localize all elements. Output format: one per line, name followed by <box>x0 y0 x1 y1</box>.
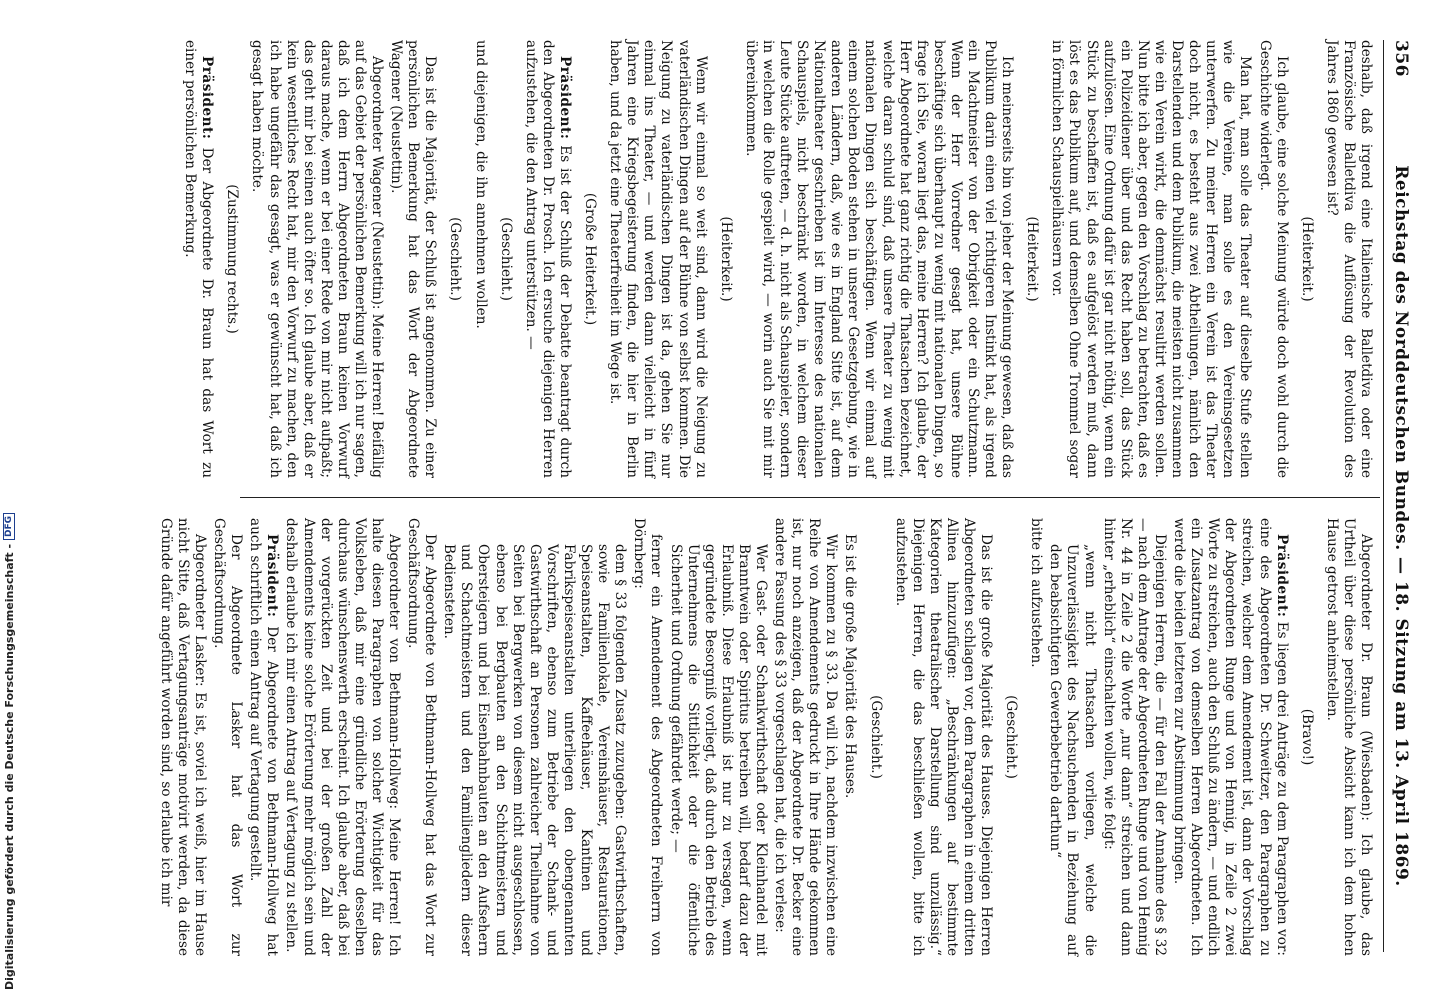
paragraph: Abgeordneter von Bethmann-Hollweg: Meine Herren! Ich halte diesen Paragraphen von solcher Wichtigkeit für das Volksleben, daß mir eine gründliche Erörterung desselben durchaus wünschenswerth erscheint. Ich glaube aber, daß bei der vorgerückten Zeit und bei der großen Zahl der Amendements keine solche Erörterung mehr möglich sein und deshalb erlaube ich mir einen Antrag auf Vertagung zu stellen. <box>283 518 403 956</box>
text-column-right <box>155 518 1374 956</box>
paragraph: deshalb, daß irgend eine Italienische Balletdiva oder eine Französische Balletdiva die Auflösung der Revolution des Jahres 1860 gewesen ist? <box>1323 40 1374 478</box>
paragraph: Der Abgeordnete von Bethmann-Hollweg hat das Wort zur Geschäftsordnung. <box>405 518 439 956</box>
stage-direction: (Bravo!) <box>1298 708 1315 766</box>
stage-direction: (Geschieht.) <box>867 695 884 779</box>
paragraph: Wir kommen zu § 33. Da will ich, nachdem inzwischen eine Reihe von Amendements gedruckt in Ihre Hände gekommen ist, nur noch anzeigen, daß der Abgeordnete Dr. Becker eine andere Fassung des § 33 vorgeschlagen hat, die ich verlese: <box>772 518 840 956</box>
page-number: 356 <box>1391 40 1411 77</box>
paragraph-text: Der Abgeordnete von Bethmann-Hollweg hat auch schriftlich einen Antrag auf Vertagung gestellt. <box>247 518 281 956</box>
paragraph <box>522 40 573 478</box>
paragraph: Abgeordneter Wagener (Neustettin): Meine Herren! Beifällig auf das Gebiet der persönlichen Bemerkung will ich nur sagen, daß ich dem Herrn Abgeordneten Braun keinen Vorwurf daraus mache, wenn er bei einer Rede von mir nicht aufpaßt; das geht mir bei seinen auch öfter so. Ich glaube aber, daß er kein wesentliches Recht hat, mir den Vorwurf zu machen, den ich habe ungefähr das gesagt, was er gewünscht hat, daß ich gesagt haben möchte. <box>249 40 386 478</box>
paragraph: Abgeordneter Dr. Braun (Wiesbaden): Ich glaube, das Urtheil über diese persönliche Absicht kann ich dem hohen Hause getrost anheimstellen. <box>1323 518 1374 956</box>
speaker-label: Präsident: <box>1273 534 1290 618</box>
paragraph <box>246 518 280 956</box>
paragraph: Das ist die große Majorität des Hauses. Diejenigen Herren Abgeordneten schlagen vor, dem Paragraphen in einem dritten Alinea hinzuzufügen: „Beschränkungen auf bestimmte Kategorien theatralischer Darstellung sind unzulässig.“ Diejenigen Herren, die das beschließen wollen, bitte ich aufzustehen. <box>892 518 995 956</box>
quoted-text: „wenn nicht Thatsachen vorliegen, welche die Unzuverlässigkeit des Nachsuchenden in Beziehung auf den beabsichtigten Gewerbebetrieb darthun“ <box>1047 544 1098 956</box>
page-title: Reichstag des Norddeutschen Bundes. — 18. Sitzung am 13. April 1869. <box>1391 165 1411 887</box>
paragraph-text: Es ist der Schluß der Debatte beantragt durch den Abgeordneten Dr. Prosch. Ich ersuche diejenigen Herren aufzustehen, die den Antrag unterstützen. — <box>522 40 573 478</box>
paragraph: Das ist die Majorität, der Schluß ist angenommen. Zu einer persönlichen Bemerkung hat das Wort der Abgeordnete Wagener (Neustettin). <box>388 40 439 478</box>
paragraph <box>1170 518 1290 956</box>
paragraph: Ich meinerseits bin von jeher der Meinung gewesen, daß das Publikum darin einen viel richtigeren Instinkt hat, als irgend ein Machtmeister von der Obrigkeit oder ein Schutzmann. Wenn der Herr Vorredner gesagt hat, unsere Bühne beschäftige sich überhaupt zu wenig mit nationalen Dingen, so frage ich Sie, woran liegt das, meine Herren? Ich glaube, der Herr Abgeordnete hat ganz richtig die Thatsachen bezeichnet, welche daran schuld sind, daß unsere Theater zu wenig mit nationalen Dingen sich beschäftigen. Wenn wir einmal auf einem solchen Boden stehen in unserer Gesetzgebung, wie in anderen Ländern, daß, wie es in England Sitte ist, auf dem Nationaltheater geschrieben ist im Interesse des nationalen Schauspiels, nicht beschränkt worden, in welchem dieser Leute Stücke auftreten, — d. h. nicht als Schauspieler, sondern in welchen die Rolle gespielt wird, — worin auch Sie mit mir übereinkommen. <box>742 40 1016 478</box>
dfg-logo: DFG <box>3 513 15 540</box>
stage-direction: (Heiterkeit.) <box>1298 216 1315 302</box>
speaker-label: Präsident: <box>556 56 573 140</box>
column-divider <box>240 497 1380 498</box>
paragraph: Der Abgeordnete Lasker hat das Wort zur Geschäftsordnung. <box>211 518 245 956</box>
quoted-text: dem § 33 folgenden Zusatz zuzugeben: Gastwirthschaften, sowie Familienlokale, Vereinshäuser, Restaurationen, Speiseanstalten, Kaffeehäuser, Kantinen und Fabrikspeiseanstalten unterliegen den obengenannten Vorschriften, ebenso zum Betriebe der Schank- und Gastwirthschaft an Personen zahlreicher Theilnahme von Seiten bei Bergwerken von diesem nicht ausgeschlossen, ebenso bei Bergbauten an den Schichtmeistern und Obersteigern und bei Eisenbahnbauten an den Aufsehern und Schachtmeistern und den Familiengliedern dieser Bediensteten. <box>441 544 629 956</box>
paragraph <box>181 40 215 478</box>
digitization-imprint <box>2 515 16 990</box>
stage-direction: (Große Heiterkeit.) <box>582 192 599 326</box>
quoted-text: Wer Gast- oder Schankwirthschaft oder Kleinhandel mit Branntwein oder Spiritus betreiben will, bedarf dazu der Erlaubniß. Diese Erlaubniß ist nur zu versagen, wenn gegründete Besorgniß vorliegt, daß durch den Betrieb des Unternehmens die Sittlichkeit oder die öffentliche Sicherheit und Ordnung gefährdet werde; — <box>667 544 769 956</box>
paragraph: Diejenigen Herren, die — für den Fall der Annahme des § 32 — nach dem Antrage der Abgeordneten Runge und von Hennig Nr. 44 in Zeile 2 die Worte „nur dann“ streichen und dann hinter „erheblich“ einschalten wollen, wie folgt: <box>1100 518 1168 956</box>
paragraph-text: Der Abgeordnete Dr. Braun hat das Wort zu einer persönlichen Bemerkung. <box>182 40 216 478</box>
text-column-left <box>179 40 1374 478</box>
stage-direction: (Geschieht.) <box>497 217 514 301</box>
stage-direction: (Heiterkeit.) <box>1024 216 1041 302</box>
paragraph-text: Es liegen drei Anträge zu dem Paragraphen vor: eine des Abgeordneten Dr. Schweitzer, den Paragraphen zu streichen, welcher dem Amendement ist, dann der Vorschlag der Abgeordneten Runge und von Hennig, in Zeile 2 zwei Worte zu streichen, auch den Schluß zu ändern, — und endlich ein Zusatzantrag von demselben Herren Abgeordneten. Ich werde die beiden letzteren zur Abstimmung bringen. <box>1171 518 1290 956</box>
stage-direction: (Geschieht.) <box>1003 695 1020 779</box>
paragraph: bitte ich aufzustehen. <box>1028 518 1045 668</box>
stage-direction: (Heiterkeit.) <box>717 216 734 302</box>
paragraph: Ich glaube, eine solche Meinung würde doch wohl durch die Geschichte widerlegt. <box>1256 40 1290 478</box>
paragraph: Abgeordneter Lasker: Es ist, soviel ich weiß, hier im Hause nicht Sitte, daß Vertagungsanträge motivirt werden, da diese Gründe dafür angeführt worden sind, so erlaube ich mir <box>157 518 208 956</box>
paragraph: Man hat, man solle das Theater auf dieselbe Stufe stellen wie die Vereine, man solle es den Vereinsgesetzen unterwerfen. Zu meiner Herren ein Verein ist das Theater doch nicht, es besteht aus zwei Abtheilungen, nämlich den Darstellenden und dem Publikum, die meisten nicht zusammen wie ein Verein wirkt, die demnächst resultirt werden sollen. Nun bitte ich aber, gegen den Vorschlag zu betrachten, daß es ein Polizeidiener über und das Recht haben soll, das Stück aufzulösen. Eine Ordnung dafür ist gar nicht nöthig, wenn ein Stück zu beschaffen ist, daß es aufgelöst werden muß, dann löst es das Publikum auf, und demselben Ohne Trommel sogar in förmlichen Schauspielhäusern vor. <box>1049 40 1254 478</box>
paragraph: ferner ein Amendement des Abgeordneten Freiherrn von Dörnberg: <box>631 518 665 956</box>
paragraph: Es ist die große Majorität des Hauses. <box>842 534 859 799</box>
stage-direction: (Geschieht.) <box>447 217 464 301</box>
stage-direction: (Zustimmung rechts.) <box>224 184 241 334</box>
page-header <box>1383 40 1418 952</box>
speaker-label: Präsident: <box>264 534 281 618</box>
paragraph: Wenn wir einmal so weit sind, dann wird die Neigung zu vaterländischen Dingen auf der Bühne von selbst kommen. Die Neigung zu vaterländischen Dingen ist da, gehen Sie nur einmal ins Theater, — und werden dann vielleicht in fünf Jahren eine Kriegsbegeisterung finden, die hier in Berlin haben, und da jetzt eine Theaterfreiheit im Wege ist. <box>607 40 709 478</box>
paragraph: und diejenigen, die ihn annehmen wollen. <box>472 40 489 329</box>
imprint-text: Digitalisierung gefördert durch die Deutsche Forschungsgemeinschaft - <box>2 543 16 990</box>
speaker-label: Präsident: <box>199 56 216 140</box>
